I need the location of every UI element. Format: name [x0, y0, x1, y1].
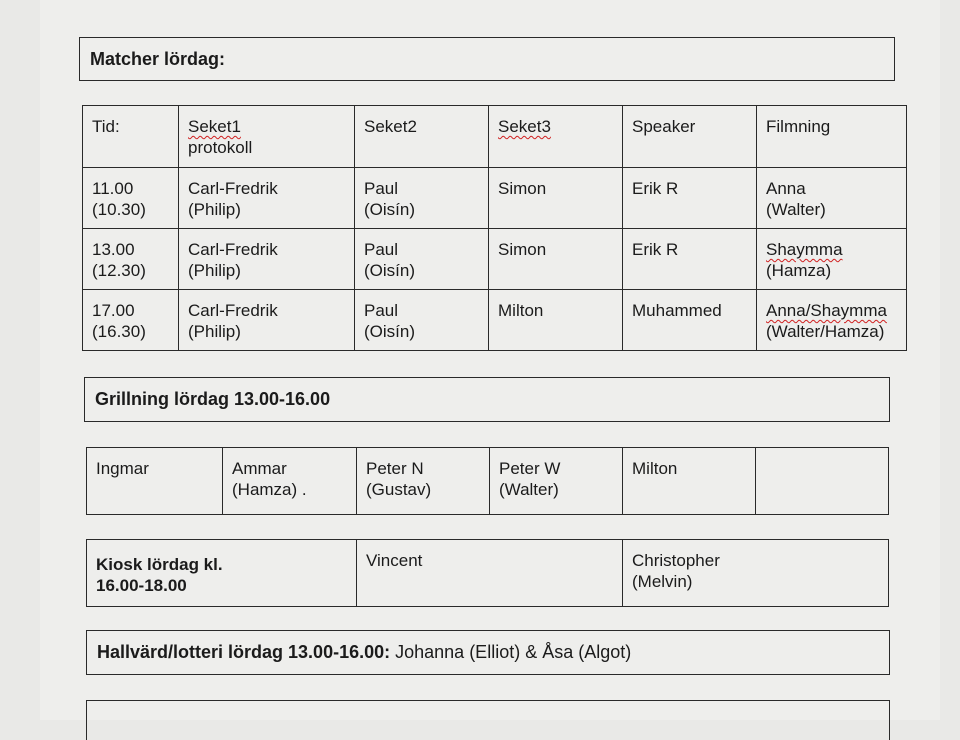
cell-tid: 17.00 (16.30) — [83, 290, 179, 351]
cell-seket1: Carl-Fredrik (Philip) — [179, 168, 355, 229]
grill-cell: Ingmar — [87, 448, 223, 515]
matcher-header-row — [83, 106, 907, 168]
cell-seket1: Carl-Fredrik (Philip) — [179, 229, 355, 290]
header-speaker: Speaker — [623, 106, 757, 168]
cell-seket3: Milton — [489, 290, 623, 351]
cell-seket3: Simon — [489, 229, 623, 290]
table-row — [83, 229, 907, 290]
cell-tid: 13.00 (12.30) — [83, 229, 179, 290]
table-row — [87, 540, 889, 607]
cell-seket2: Paul (Oisín) — [355, 229, 489, 290]
grill-cell: Peter N (Gustav) — [357, 448, 490, 515]
table-row — [83, 168, 907, 229]
cell-seket3: Simon — [489, 168, 623, 229]
grillning-heading-box — [84, 377, 890, 422]
matcher-heading: Matcher lördag: — [90, 48, 226, 69]
kiosk-cell: Vincent — [357, 540, 623, 607]
hallvard-value: Johanna (Elliot) & Åsa (Algot) — [390, 642, 632, 662]
grill-cell: Peter W (Walter) — [490, 448, 623, 515]
header-filmning: Filmning — [757, 106, 907, 168]
cell-speaker: Muhammed — [623, 290, 757, 351]
kiosk-table — [86, 539, 889, 607]
matcher-heading-box — [79, 37, 895, 81]
header-tid: Tid: — [83, 106, 179, 168]
hallvard-box — [86, 630, 890, 675]
cell-filmning: Shaymma (Hamza) — [757, 229, 907, 290]
next-section-box — [86, 700, 890, 740]
cell-filmning: Anna (Walter) — [757, 168, 907, 229]
cell-tid: 11.00 (10.30) — [83, 168, 179, 229]
grill-cell — [756, 448, 889, 515]
table-row — [87, 448, 889, 515]
cell-seket1: Carl-Fredrik (Philip) — [179, 290, 355, 351]
header-seket3: Seket3 — [489, 106, 623, 168]
kiosk-label: Kiosk lördag kl. 16.00-18.00 — [87, 540, 357, 607]
grillning-heading: Grillning lördag 13.00-16.00 — [95, 389, 331, 409]
hallvard-label: Hallvärd/lotteri lördag 13.00-16.00: — [97, 642, 391, 662]
matcher-table — [82, 105, 907, 351]
kiosk-cell: Christopher (Melvin) — [623, 540, 889, 607]
cell-speaker: Erik R — [623, 229, 757, 290]
cell-speaker: Erik R — [623, 168, 757, 229]
grill-cell: Ammar (Hamza) . — [223, 448, 357, 515]
cell-seket2: Paul (Oisín) — [355, 168, 489, 229]
cell-filmning: Anna/Shaymma (Walter/Hamza) — [757, 290, 907, 351]
header-seket1: Seket1 protokoll — [179, 106, 355, 168]
document-page — [40, 0, 940, 720]
grillning-table — [86, 447, 889, 515]
header-seket2: Seket2 — [355, 106, 489, 168]
table-row — [83, 290, 907, 351]
grill-cell: Milton — [623, 448, 756, 515]
cell-seket2: Paul (Oisín) — [355, 290, 489, 351]
